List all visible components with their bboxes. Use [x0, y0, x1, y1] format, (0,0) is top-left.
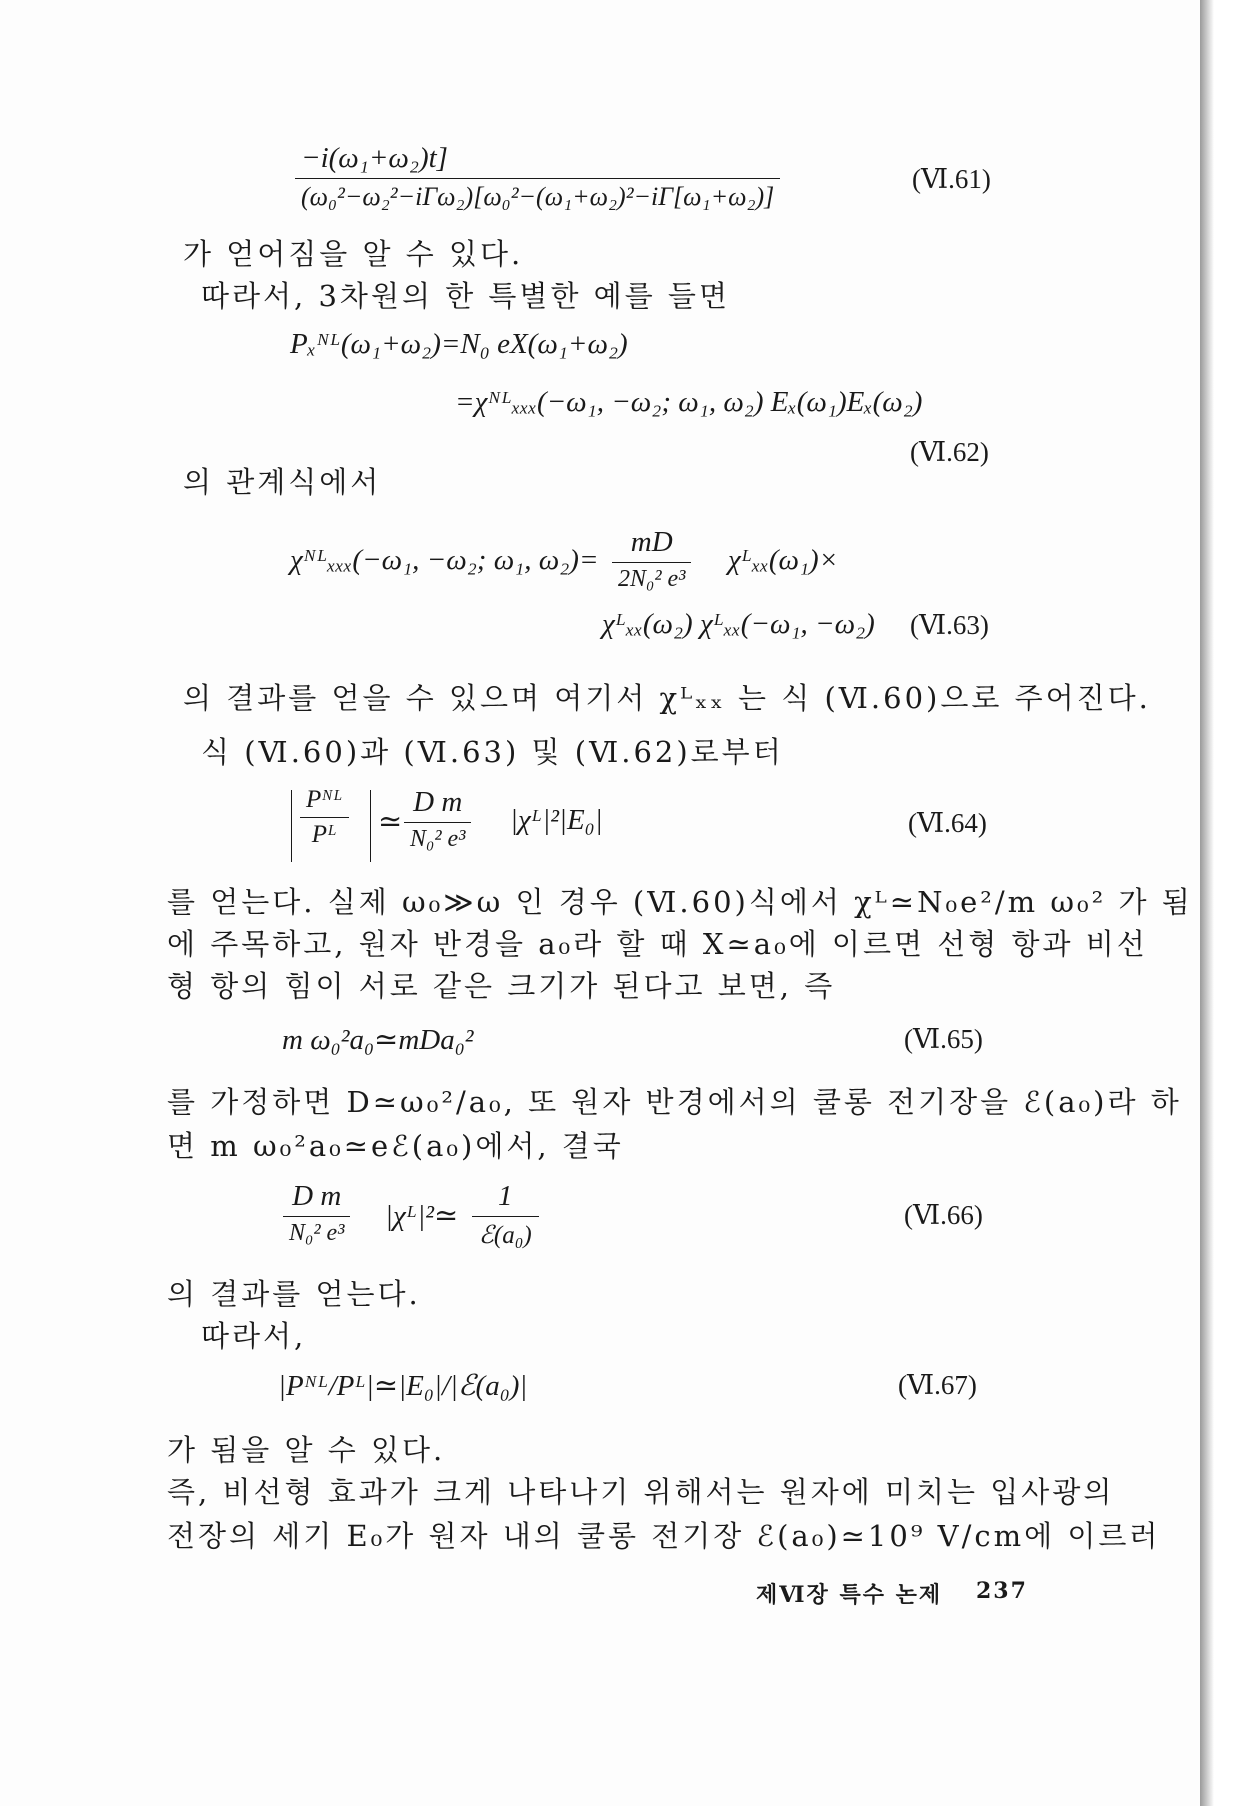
paragraph-line: 의 결과를 얻을 수 있으며 여기서 χᴸₓₓ 는 식 (Ⅵ.60)으로 주어진다.: [183, 681, 1151, 715]
paragraph-line: 의 결과를 얻는다.: [167, 1277, 421, 1311]
paragraph-line: 형 항의 힘이 서로 같은 크기가 된다고 보면, 즉: [167, 969, 836, 1003]
equation-61-numerator: −i(ω₁+ω₂)t]: [295, 142, 780, 179]
paragraph-line: 따라서,: [201, 1319, 307, 1353]
equation-64-rhs: |χᴸ|²|E₀|: [510, 804, 603, 836]
equation-63-frac-numerator: mD: [612, 526, 691, 563]
equation-64-frac2-denominator: N₀² e³: [410, 826, 466, 852]
paragraph-line: 면 m ω₀²a₀≃eℰ(a₀)에서, 결국: [167, 1129, 624, 1163]
paragraph-line: 를 가정하면 D≃ω₀²/a₀, 또 원자 반경에서의 쿨롱 전기장을 ℰ(a₀)라 하: [167, 1085, 1182, 1119]
equation-64-abs-bar: [291, 790, 292, 862]
equation-64-approx: ≃: [378, 806, 403, 838]
equation-66-fraction-1: [283, 1180, 350, 1247]
equation-64-fraction-1: [300, 786, 349, 849]
equation-67-label: (Ⅵ.67): [898, 1370, 977, 1400]
equation-64-frac1-denominator: Pᴸ: [311, 821, 337, 848]
equation-63-rhs: χᴸₓₓ(ω₁)×: [728, 544, 839, 576]
equation-63-frac-denominator: 2N₀² e³: [618, 566, 686, 592]
page-edge-shadow: [1200, 0, 1214, 1806]
equation-64-frac2-numerator: D m: [404, 786, 471, 823]
equation-63-fraction: [612, 526, 691, 593]
equation-63-label: (Ⅵ.63): [910, 610, 989, 640]
equation-64-fraction-2: [404, 786, 471, 853]
equation-66-frac2-denominator: ℰ(a₀): [478, 1222, 532, 1249]
equation-66-frac1-denominator: N₀² e³: [289, 1220, 345, 1246]
equation-67: |Pᴺᴸ/Pᴸ|≃|E₀|/|ℰ(a₀)|: [278, 1370, 528, 1402]
paragraph-line: 를 얻는다. 실제 ω₀≫ω 인 경우 (Ⅵ.60)식에서 χᴸ≃N₀e²/m ω₀² 가 됨: [167, 885, 1193, 919]
equation-66-frac1-numerator: D m: [283, 1180, 350, 1217]
paragraph-line: 식 (Ⅵ.60)과 (Ⅵ.63) 및 (Ⅵ.62)로부터: [201, 735, 784, 769]
running-footer-chapter: 제Ⅵ장 특수 논제: [756, 1582, 943, 1608]
equation-65: m ω₀²a₀≃mDa₀²: [282, 1024, 474, 1056]
paragraph-line: 가 됨을 알 수 있다.: [167, 1433, 446, 1467]
equation-63-line2: χᴸₓₓ(ω₂) χᴸₓₓ(−ω₁, −ω₂): [602, 608, 875, 640]
page-number: 237: [976, 1578, 1028, 1604]
equation-61-denominator: (ω₀²−ω₂²−iΓω₂)[ω₀²−(ω₁+ω₂)²−iΓ[ω₁+ω₂)]: [301, 182, 775, 211]
equation-61-label: (Ⅵ.61): [912, 164, 991, 194]
equation-64-frac1-numerator: Pᴺᴸ: [300, 786, 349, 818]
equation-64-abs-bar: [370, 790, 371, 862]
equation-65-label: (Ⅵ.65): [904, 1024, 983, 1054]
equation-62-label: (Ⅵ.62): [910, 437, 989, 467]
equation-66-fraction-2: [472, 1180, 539, 1250]
equation-62-line2: =χᴺᴸₓₓₓ(−ω₁, −ω₂; ω₁, ω₂) Eₓ(ω₁)Eₓ(ω₂): [455, 386, 923, 418]
paragraph-line: 의 관계식에서: [183, 465, 382, 499]
equation-63-lhs: χᴺᴸₓₓₓ(−ω₁, −ω₂; ω₁, ω₂)=: [290, 544, 599, 576]
equation-66-label: (Ⅵ.66): [904, 1200, 983, 1230]
equation-66-frac2-numerator: 1: [472, 1180, 539, 1217]
paragraph-line: 따라서, 3차원의 한 특별한 예를 들면: [201, 279, 730, 313]
equation-61-fraction: [295, 142, 780, 212]
equation-64-label: (Ⅵ.64): [908, 808, 987, 838]
equation-62-line1: Pₓᴺᴸ(ω₁+ω₂)=N₀ eX(ω₁+ω₂): [290, 328, 628, 360]
paragraph-line: 가 얻어짐을 알 수 있다.: [183, 237, 524, 271]
paragraph-line: 에 주목하고, 원자 반경을 a₀라 할 때 X≃a₀에 이르면 선형 항과 비선: [167, 927, 1148, 961]
equation-66-middle: |χᴸ|²≃: [385, 1200, 459, 1232]
paragraph-line: 전장의 세기 E₀가 원자 내의 쿨롱 전기장 ℰ(a₀)≃10⁹ V/cm에 이르러: [167, 1519, 1161, 1553]
paragraph-line: 즉, 비선형 효과가 크게 나타나기 위해서는 원자에 미치는 입사광의: [167, 1475, 1115, 1509]
